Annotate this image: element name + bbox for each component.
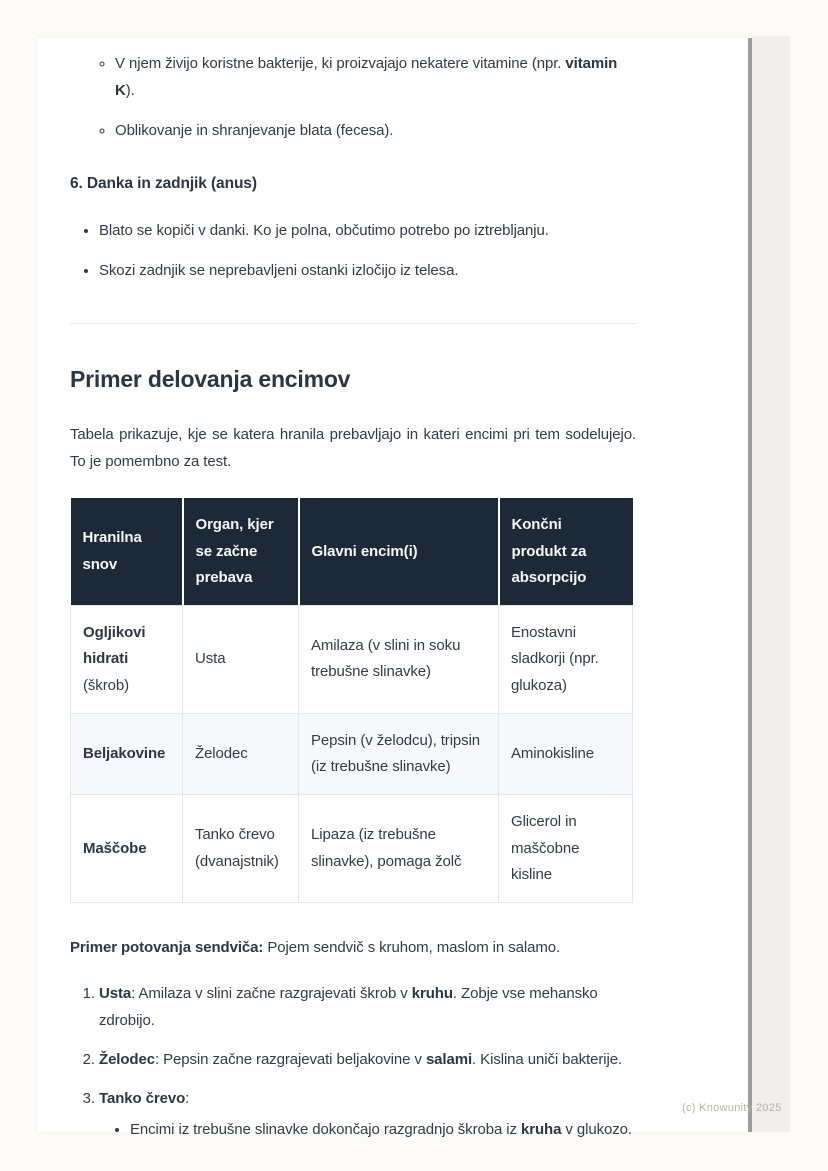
cell-nutrient-bold: Ogljikovi hidrati [83,624,146,668]
cell-nutrient [71,713,183,795]
cell-organ: Tanko črevo (dvanajstnik) [183,795,299,903]
sandwich-steps-list [70,980,636,1143]
sublist-item-feces [115,117,636,144]
step-text: : Amilaza v slini začne razgrajevati škrob v [131,985,412,1003]
cell-organ: Želodec [183,713,299,795]
step-text: . Kislina uniči bakterije. [472,1051,623,1069]
intro-sublist [70,50,636,144]
step-bold: Usta [99,985,132,1003]
cell-nutrient [71,606,183,714]
table-row-fats [71,795,633,903]
sandwich-intro [70,934,636,961]
cell-enzymes: Lipaza (iz trebušne slinavke), pomaga žolč [299,795,499,903]
table-row-proteins [71,713,633,795]
step-item-mouth [99,980,636,1034]
list-item-text: V njem živijo koristne bakterije, ki proizvajajo nekatere vitamine (npr. [115,55,566,72]
step-text: . Zobje vse mehansko zdrobijo. [99,985,598,1030]
anus-section-heading: 6. Danka in zadnjik (anus) [70,175,257,192]
document-page [37,38,748,1139]
step-bold-2: kruhu [411,985,453,1003]
table-intro-text: Tabela prikazuje, kje se katera hranila prebavljajo in kateri encimi pri tem sodelujejo. To je pomembno za test. [70,426,636,471]
header-cell-enzymes: Glavni encim(i) [299,498,499,605]
list-item-text: ). [125,82,135,99]
anus-bullet-list [70,217,636,284]
sublist-item-bacteria [115,50,636,104]
cell-product: Aminokisline [499,713,633,795]
table-row-carbohydrates [71,606,633,714]
sublist-step-item [130,1116,636,1143]
step-item-small-intestine [99,1085,636,1143]
step-bold-2: salami [425,1051,473,1069]
cell-enzymes: Pepsin (v želodcu), tripsin (iz trebušne slinavke) [299,713,499,795]
cell-enzymes: Amilaza (v slini in soku trebušne slinavke) [299,606,499,714]
list-item-text: Oblikovanje in shranjevanje blata (fecesa). [115,122,394,139]
cell-organ: Usta [183,606,299,714]
step-bold: Tanko črevo [99,1090,186,1108]
enzymes-section-heading: Primer delovanja encimov [70,365,351,392]
step-text: : Pepsin začne razgrajevati beljakovine v [154,1051,426,1069]
header-cell-nutrient: Hranilna snov [71,498,183,605]
list-item-skozi: • Skozi zadnjik se neprebavljeni ostanki izločijo iz telesa. [99,257,636,284]
cell-nutrient-bold: Maščobe [83,839,147,857]
sandwich-intro-rest: Pojem sendvič s kruhom, maslom in salamo. [263,939,561,957]
step-bold: Želodec [99,1051,155,1069]
watermark-text: (c) Knowunity 2025 [682,1102,782,1114]
list-item-blato: • Blato se kopiči v danki. Ko je polna, občutimo potrebo po iztrebljanju. [99,217,636,244]
bold-vitamin-k: vitamin K [115,55,618,99]
header-cell-product: Končni produkt za absorpcijo [499,498,633,605]
cell-product: Glicerol in maščobne kisline [499,795,633,903]
document-content [37,38,748,1143]
table-header-row [71,498,633,605]
cell-nutrient-note: (škrob) [83,676,129,694]
enzymes-table [70,498,633,903]
cell-nutrient [71,795,183,903]
step-text: Encimi iz trebušne slinavke dokončajo razgradnjo škroba iz [130,1121,521,1139]
cell-nutrient-bold: Beljakovine [83,744,166,762]
cell-product: Enostavni sladkorji (npr. glukoza) [499,606,633,714]
sandwich-intro-bold: Primer potovanja sendviča: [70,939,264,957]
header-cell-organ: Organ, kjer se začne prebava [183,498,299,605]
step-sublist [99,1116,636,1143]
section-divider [70,323,636,324]
step-bold: kruha [520,1121,562,1139]
page-margin-strip [752,36,790,1132]
step-text: v glukozo. [561,1121,632,1139]
step-text: : [185,1090,190,1108]
step-item-stomach [99,1046,636,1073]
